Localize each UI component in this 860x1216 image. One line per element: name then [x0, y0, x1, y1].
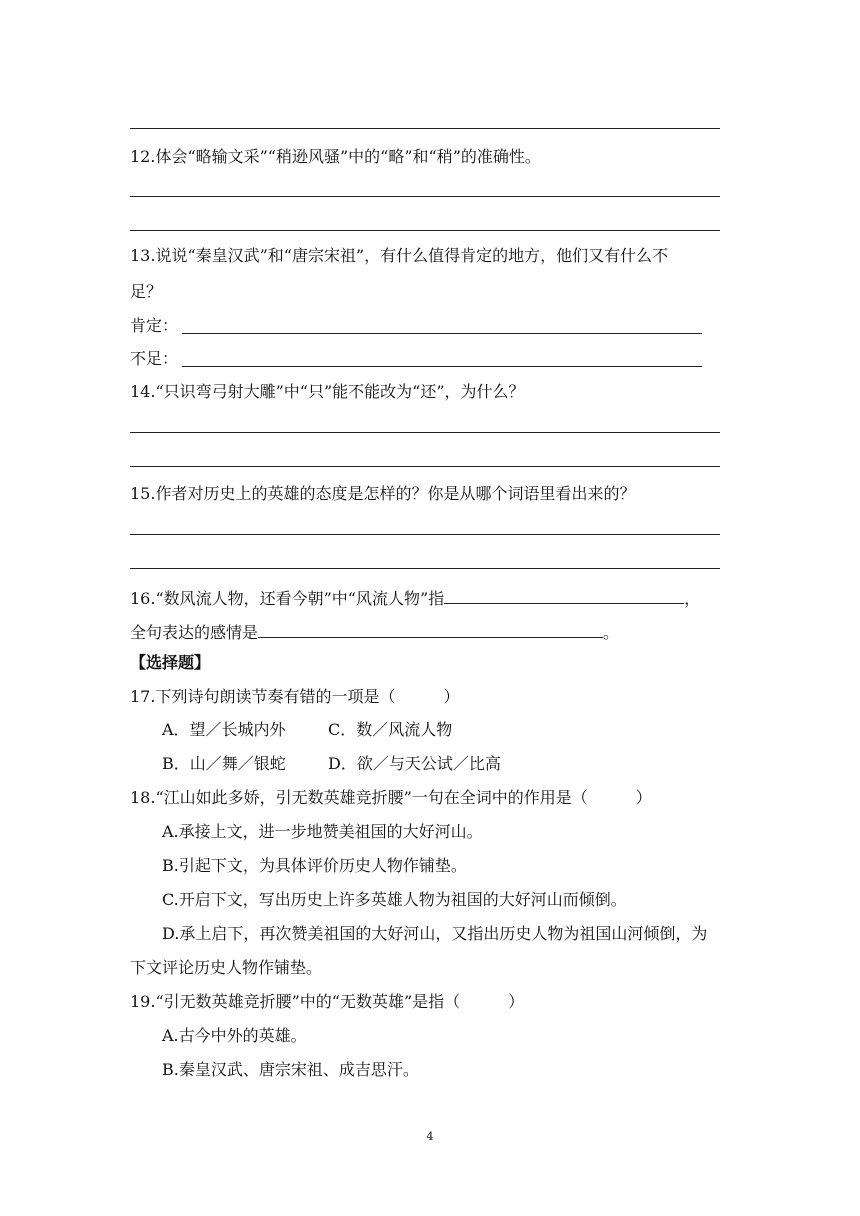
question-16-line2 [130, 619, 619, 644]
section-title: 【选择题】 [130, 653, 211, 672]
question-16-part2: 全句表达的感情是 [130, 623, 259, 642]
question-16-part1-end: ， [684, 589, 701, 608]
q17-option-b[interactable]: B．山／舞／银蛇 [162, 754, 286, 773]
question-19: 19.“引无数英雄竞折腰”中的“无数英雄”是指（ ） [130, 992, 525, 1011]
q19-option-a[interactable]: A.古今中外的英雄。 [162, 1026, 307, 1045]
q17-option-c[interactable]: C．数／风流人物 [328, 720, 453, 739]
answer-line [130, 196, 720, 197]
question-14: 14.“只识弯弓射大雕”中“只”能不能改为“还”，为什么？ [130, 382, 525, 401]
q18-option-a[interactable]: A.承接上文，进一步地赞美祖国的大好河山。 [162, 822, 483, 841]
q18-option-d-line1[interactable]: D.承上启下，再次赞美祖国的大好河山，又指出历史人物为祖国山河倾倒，为 [162, 924, 708, 943]
q18-option-d-line2: 下文评论历史人物作铺垫。 [130, 958, 323, 977]
question-17: 17.下列诗句朗读节奏有错的一项是（ ） [130, 687, 460, 706]
answer-line [130, 466, 720, 467]
answer-line [130, 128, 720, 129]
answer-line [130, 568, 720, 569]
question-16-part1: 16.“数风流人物，还看今朝”中“风流人物”指 [130, 589, 445, 608]
q18-option-b[interactable]: B.引起下文，为具体评价历史人物作铺垫。 [162, 856, 467, 875]
question-13-line2: 足？ [130, 282, 163, 301]
question-16-part2-end: 。 [603, 623, 620, 642]
blank-fengliu-renwu[interactable] [444, 585, 684, 604]
question-15: 15.作者对历史上的英雄的态度是怎样的？你是从哪个词语里看出来的？ [130, 484, 636, 503]
affirm-answer-line[interactable] [182, 333, 702, 334]
q17-option-d[interactable]: D．欲／与天公试／比高 [328, 754, 501, 773]
answer-line [130, 230, 720, 231]
question-13-line1: 13.说说“秦皇汉武”和“唐宗宋祖”，有什么值得肯定的地方，他们又有什么不 [130, 246, 669, 265]
affirm-label: 肯定： [130, 316, 179, 335]
question-18: 18.“江山如此多娇，引无数英雄竞折腰”一句在全词中的作用是（ ） [130, 788, 652, 807]
answer-line [130, 432, 720, 433]
q17-option-a[interactable]: A．望／长城内外 [162, 720, 286, 739]
question-16-line1 [130, 585, 700, 610]
page-number: 4 [426, 1130, 434, 1143]
question-12: 12.体会“略输文采”“稍逊风骚”中的“略”和“稍”的准确性。 [130, 147, 541, 166]
blank-emotion[interactable] [258, 619, 603, 638]
q18-option-c[interactable]: C.开启下文，写出历史上许多英雄人物为祖国的大好河山而倾倒。 [162, 890, 627, 909]
answer-line [130, 534, 720, 535]
deficit-answer-line[interactable] [182, 366, 702, 367]
q19-option-b[interactable]: B.秦皇汉武、唐宗宋祖、成吉思汗。 [162, 1060, 419, 1079]
deficit-label: 不足： [130, 349, 179, 368]
